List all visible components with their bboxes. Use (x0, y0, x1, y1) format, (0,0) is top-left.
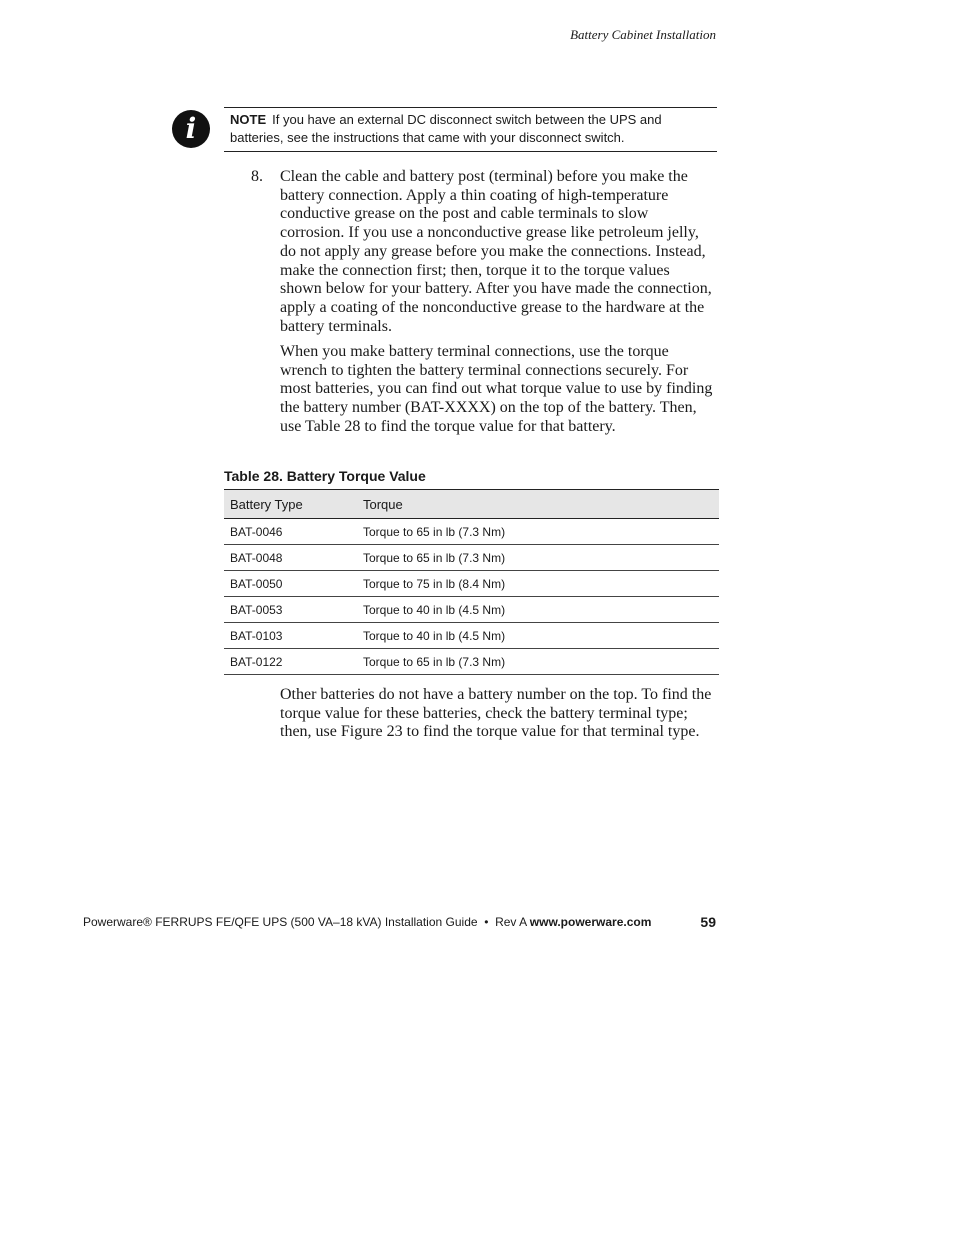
torque-cell: Torque to 40 in lb (4.5 Nm) (357, 597, 719, 623)
battery-type-cell: BAT-0053 (224, 597, 357, 623)
paragraph-other-batteries: Other batteries do not have a battery number on the top. To find the torque value for these batteries, check the battery terminal type; then, use Figure 23 to find the torque value for that terminal type. (280, 686, 712, 741)
torque-cell: Torque to 65 in lb (7.3 Nm) (357, 649, 719, 675)
table-row (224, 597, 719, 623)
table-row (224, 649, 719, 675)
table-row (224, 571, 719, 597)
battery-type-cell: BAT-0046 (224, 519, 357, 545)
footer-product-line: Powerware® FERRUPS FE/QFE UPS (500 VA–18 kVA) Installation Guide • Rev A (83, 915, 530, 929)
running-header: Battery Cabinet Installation (570, 27, 716, 42)
battery-type-cell: BAT-0048 (224, 545, 357, 571)
footer-url: www.powerware.com (529, 915, 652, 929)
table-row (224, 545, 719, 571)
column-header-battery-type: Battery Type (224, 490, 357, 519)
footer-text (83, 915, 651, 929)
step-number: 8. (251, 168, 263, 185)
table-row (224, 519, 719, 545)
step-paragraph-1: Clean the cable and battery post (terminal) before you make the battery connection. Apply a thin coating of high-temperature conductive grease on the post and cable terminals to slow corrosion. If you use a nonconductive grease like petroleum jelly, do not apply any grease before you make the connections. Instead, make the connection first; then, torque it to the torque values shown below for your battery. After you have made the connection, apply a coating of the nonconductive grease to the hardware at the battery terminals. (280, 168, 712, 335)
torque-cell: Torque to 65 in lb (7.3 Nm) (357, 519, 719, 545)
table-row (224, 623, 719, 649)
page-number: 59 (700, 914, 716, 930)
column-header-torque: Torque (357, 490, 719, 519)
battery-type-cell: BAT-0050 (224, 571, 357, 597)
torque-cell: Torque to 40 in lb (4.5 Nm) (357, 623, 719, 649)
table-header-row (224, 490, 719, 519)
info-icon: i (172, 110, 210, 148)
battery-type-cell: BAT-0122 (224, 649, 357, 675)
battery-type-cell: BAT-0103 (224, 623, 357, 649)
note-box (224, 107, 717, 152)
note-label: NOTE (230, 112, 267, 127)
torque-cell: Torque to 65 in lb (7.3 Nm) (357, 545, 719, 571)
table-caption: Table 28. Battery Torque Value (224, 468, 426, 484)
torque-cell: Torque to 75 in lb (8.4 Nm) (357, 571, 719, 597)
note-text: If you have an external DC disconnect switch between the UPS and batteries, see the instructions that came with your disconnect switch. (230, 112, 662, 145)
step-paragraph-2: When you make battery terminal connections, use the torque wrench to tighten the battery terminal connections securely. For most batteries, you can find out what torque value to use by finding the battery number (BAT-XXXX) on the top of the battery. Then, use Table 28 to find the torque value for that battery. (280, 343, 713, 435)
torque-table (224, 489, 719, 675)
